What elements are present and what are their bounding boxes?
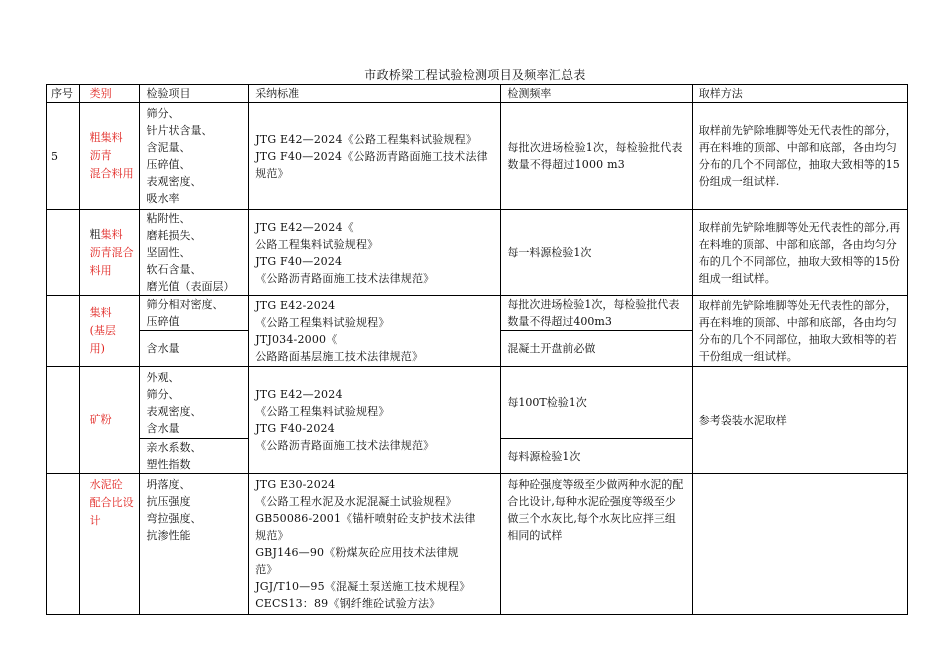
item-line: 表观密度、	[146, 404, 202, 418]
item-line: 筛分、	[146, 387, 180, 401]
category-line: (基层	[89, 324, 116, 337]
summary-table	[46, 84, 908, 615]
category-cell	[79, 296, 140, 367]
standard-line: 《公路沥青路面施工技术法律规范》	[255, 271, 435, 285]
header-sampling: 取样方法	[692, 85, 907, 103]
category-line: 沥青混合	[89, 245, 134, 259]
seq-cell: 5	[47, 103, 80, 210]
category-line: 水泥砼	[89, 478, 123, 491]
item-line: 软石含量、	[146, 263, 202, 276]
item-line: 吸水率	[146, 192, 180, 205]
category-cell	[79, 367, 140, 474]
standard-line: 《公路沥青路面施工技术法律规范》	[255, 439, 435, 452]
item-line: 磨光值（表面层）	[146, 280, 235, 293]
standard-line: JTG F40-2024	[255, 422, 335, 435]
standard-line: 公路路面基层施工技术法律规范》	[255, 350, 424, 363]
standard-line: JTG F40—2024	[255, 254, 343, 268]
frequency-cell: 每100T检验1次	[501, 367, 692, 439]
sampling-cell: 取样前先铲除堆脚等处无代表性的部分，再在料堆的顶部、中部和底部，各由均匀分布的几个不同部位，抽取大致相等的15份组成一组试样.	[692, 103, 907, 210]
sampling-cell	[692, 474, 907, 615]
table-row	[47, 474, 908, 615]
item-cell	[140, 296, 249, 331]
standard-cell	[249, 474, 501, 615]
standard-cell	[249, 296, 501, 367]
item-line: 磨耗损失、	[146, 229, 202, 242]
item-cell	[140, 331, 249, 367]
standard-cell	[249, 103, 501, 210]
standard-line: JTG E42—2024《公路工程集料试验规程》	[255, 132, 478, 146]
frequency-cell: 每料源检验1次	[501, 439, 692, 474]
item-line: 筛分相对密度、	[146, 298, 224, 311]
item-cell	[140, 210, 249, 296]
category-line: 粗集料	[89, 131, 123, 144]
standard-line: GB50086-2001《锚杆喷射砼支护技术法律	[255, 512, 476, 525]
sampling-cell: 参考袋装水泥取样	[692, 367, 907, 474]
standard-line: 范》	[255, 563, 278, 576]
standard-cell	[249, 210, 501, 296]
category-line: 料用	[89, 263, 112, 277]
seq-cell	[47, 210, 80, 296]
standard-cell	[249, 367, 501, 474]
category-line: 矿粉	[89, 413, 112, 426]
header-row	[47, 85, 908, 103]
frequency-cell: 每批次进场检验1次，每检验批代表数量不得超过400m3	[501, 296, 692, 331]
standard-line: JTJ034-2000《	[255, 333, 338, 346]
item-line: 坚固性、	[146, 246, 191, 259]
standard-line: 《公路工程水泥及水泥混凝土试验规程》	[255, 495, 457, 508]
category-line: 配合比设	[89, 496, 134, 509]
standard-line: 《公路工程集料试验规程》	[255, 316, 390, 329]
seq-cell	[47, 296, 80, 367]
table-row	[47, 210, 908, 296]
item-cell	[140, 367, 249, 439]
frequency-cell: 每种砼强度等级至少做两种水泥的配合比设计,每种水泥砼强度等级至少做三个水灰比,每个水灰比应拌三组相同的试样	[501, 474, 692, 615]
item-line: 亲水系数、	[146, 441, 202, 454]
category-red-text: 集料	[100, 227, 123, 241]
frequency-cell: 混凝土开盘前必做	[501, 331, 692, 367]
category-line: 混合料用	[89, 167, 134, 180]
standard-line: GBJ146—90《粉煤灰砼应用技术法律规	[255, 546, 459, 559]
category-line: 集料	[89, 306, 112, 319]
item-line: 针片状含量、	[146, 124, 213, 137]
item-cell	[140, 439, 249, 474]
category-black-text: 粗	[89, 227, 101, 241]
frequency-cell: 每批次进场检验1次，每检验批代表数量不得超过1000 m3	[501, 103, 692, 210]
table-row	[47, 367, 908, 439]
category-line: 计	[89, 514, 101, 527]
table-row	[47, 296, 908, 331]
item-line: 抗渗性能	[146, 529, 191, 542]
item-line: 外观、	[146, 370, 180, 384]
item-line: 粘附性、	[146, 212, 191, 225]
header-seq: 序号	[47, 85, 80, 103]
item-cell	[140, 474, 249, 615]
item-line: 弯拉强度、	[146, 512, 202, 525]
item-line: 坍落度、	[146, 478, 191, 491]
item-cell	[140, 103, 249, 210]
sampling-cell: 取样前先铲除堆脚等处无代表性的部分,再在料堆的顶部、中部和底部，各由均匀分布的几个不同部位，抽取大致相等的15份组成一组试样。	[692, 210, 907, 296]
header-item: 检验项目	[140, 85, 249, 103]
item-line: 含水量	[146, 342, 180, 355]
standard-line: CECS13：89《钢纤维砼试验方法》	[255, 597, 441, 610]
category-cell	[79, 210, 140, 296]
category-line: 沥青	[89, 149, 112, 162]
standard-line: JTG E30-2024	[255, 478, 336, 491]
item-line: 筛分、	[146, 107, 180, 120]
header-category: 类别	[79, 85, 140, 103]
standard-line: 规范》	[255, 529, 289, 542]
seq-cell	[47, 474, 80, 615]
standard-line: 《公路工程集料试验规程》	[255, 405, 390, 418]
item-line: 压碎值	[146, 315, 180, 328]
category-line	[90, 226, 136, 244]
category-cell	[79, 103, 140, 210]
page-title: 市政桥梁工程试验检测项目及频率汇总表	[364, 68, 586, 82]
sampling-cell: 取样前先铲除堆脚等处无代表性的部分，再在料堆的顶部、中部和底部，各由均匀分布的几个不同部位，抽取大致相等的若干份组成一组试样。	[692, 296, 907, 367]
seq-cell	[47, 367, 80, 474]
header-standard: 采纳标准	[249, 85, 501, 103]
standard-line: JTG E42—2024《	[255, 220, 354, 234]
frequency-cell: 每一料源检验1次	[501, 210, 692, 296]
category-line: 用)	[89, 342, 105, 355]
header-frequency: 检测频率	[501, 85, 692, 103]
item-line: 压碎值、	[146, 158, 191, 171]
item-line: 表观密度、	[146, 175, 202, 188]
item-line: 含泥量、	[146, 141, 191, 154]
item-line: 塑性指数	[146, 458, 191, 471]
standard-line: JTG E42-2024	[255, 299, 336, 312]
standard-line: JTG F40—2024《公路沥青路面施工技术法律规范》	[255, 149, 488, 180]
category-cell	[79, 474, 140, 615]
item-line: 含水量	[146, 421, 180, 435]
standard-line: JGJ/T10—95《混凝土泵送施工技术规程》	[255, 580, 471, 593]
table-row	[47, 103, 908, 210]
item-line: 抗压强度	[146, 495, 191, 508]
standard-line: JTG E42—2024	[255, 388, 343, 401]
standard-line: 公路工程集料试验规程》	[255, 237, 379, 251]
